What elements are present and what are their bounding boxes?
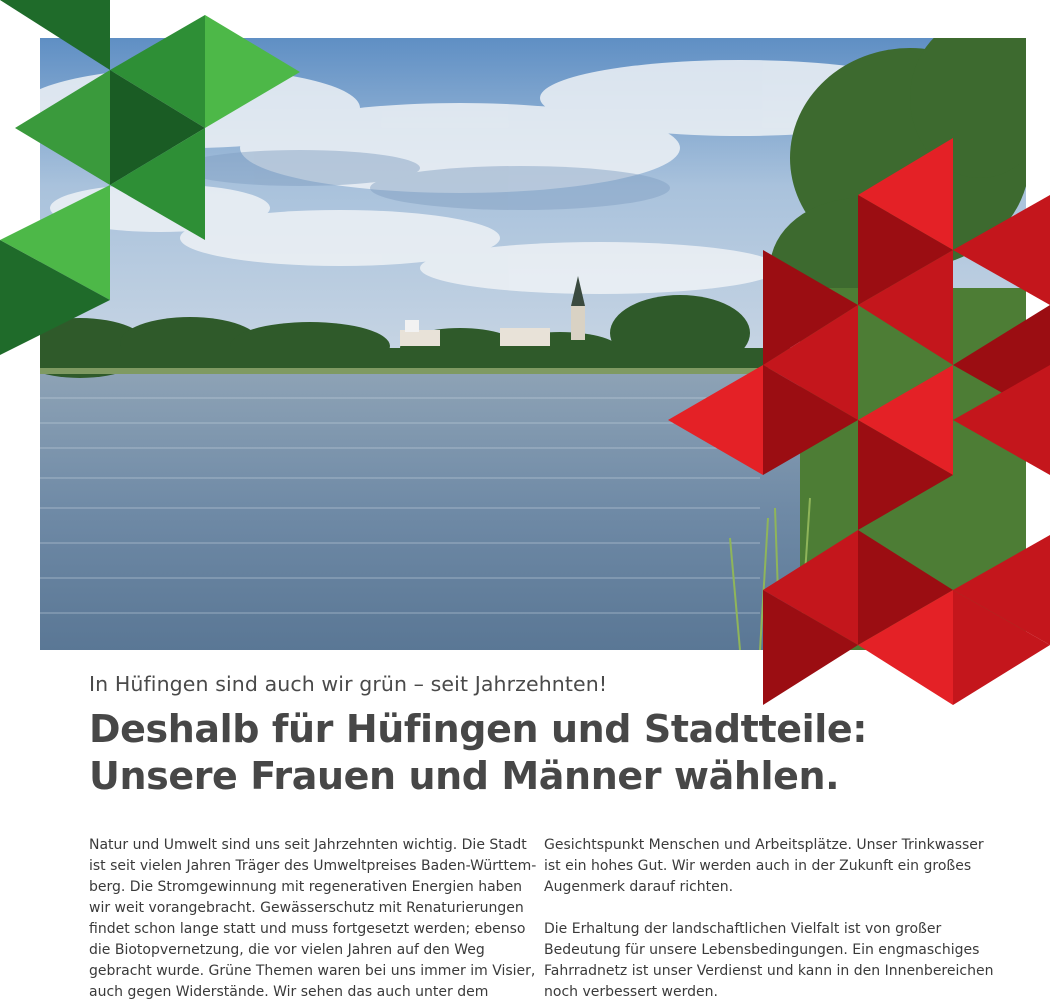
body-line: Augenmerk darauf richten. — [544, 879, 734, 895]
body-line: gebracht wurde. Grüne Themen waren bei uns immer im Visier, — [89, 963, 536, 979]
body-line: Bedeutung für unsere Lebensbedingungen. Ein engmaschiges — [544, 942, 980, 958]
green-triangle-ornament — [0, 0, 300, 355]
body-line: Natur und Umwelt sind uns seit Jahrzehnten wichtig. Die Stadt — [89, 837, 527, 853]
headline-line-1: Deshalb für Hüfingen und Stadtteile: — [89, 707, 867, 751]
red-triangle-ornament — [668, 138, 1050, 705]
body-line: ist ein hohes Gut. Wir werden auch in der Zukunft ein großes — [544, 858, 972, 874]
body-line: Gesichtspunkt Menschen und Arbeitsplätze. Unser Trinkwasser — [544, 837, 984, 853]
body-line: Die Erhaltung der landschaftlichen Vielfalt ist von großer — [544, 921, 942, 937]
body-line: ist seit vielen Jahren Träger des Umweltpreises Baden-Württem- — [89, 858, 537, 874]
kicker-line: In Hüfingen sind auch wir grün – seit Jahrzehnten! — [89, 672, 608, 696]
body-line: noch verbessert werden. — [544, 984, 718, 1000]
body-line: wir weit vorangebracht. Gewässerschutz mit Renaturierungen — [89, 900, 524, 916]
body-line: Fahrradnetz ist unser Verdienst und kann in den Innenbereichen — [544, 963, 994, 979]
paragraph-gap — [544, 898, 993, 919]
headline — [89, 706, 867, 800]
body-line: berg. Die Stromgewinnung mit regenerativen Energien haben — [89, 879, 523, 895]
body-column-left — [89, 835, 536, 1003]
body-line: findet schon lange statt und muss fortgesetzt werden; ebenso — [89, 921, 526, 937]
headline-line-2: Unsere Frauen und Männer wählen. — [89, 754, 840, 798]
body-line: die Biotopvernetzung, die vor vielen Jahren auf den Weg — [89, 942, 485, 958]
body-column-right — [544, 835, 993, 1003]
body-line: auch gegen Widerstände. Wir sehen das auch unter dem — [89, 984, 489, 1000]
